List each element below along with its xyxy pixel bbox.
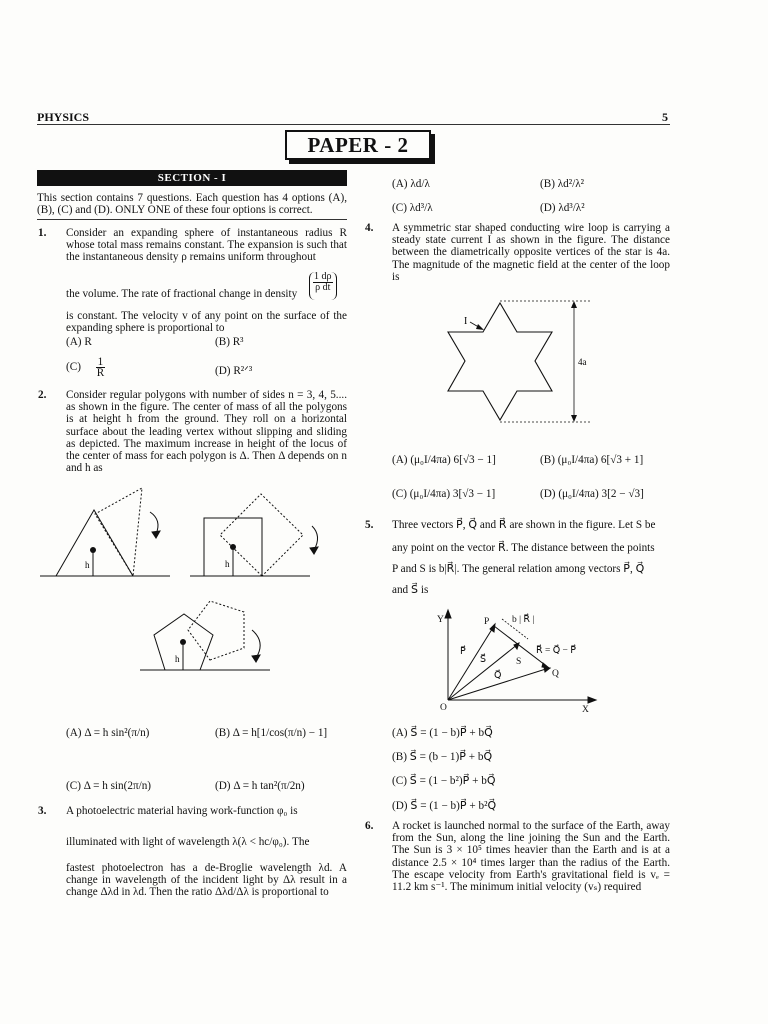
roll-arrowhead <box>152 531 160 538</box>
point-p-label: P <box>484 617 490 627</box>
triangle-rotated-dotted <box>95 488 142 576</box>
q1-option-c-label: (C) <box>66 361 81 374</box>
center-of-mass-dot <box>230 544 236 550</box>
q3-option-d[interactable]: (D) λd³/λ² <box>540 202 585 214</box>
q2-option-b[interactable]: (B) Δ = h[1/cos(π/n) − 1] <box>215 727 328 739</box>
q2-option-d[interactable]: (D) Δ = h tan²(π/2n) <box>215 780 305 792</box>
header-rule <box>37 124 670 125</box>
roll-arrowhead <box>252 655 260 662</box>
triangle-shape <box>56 510 133 576</box>
question-1-text-c: is constant. The velocity v of any point on the surface of the expanding sphere is proportional to <box>66 310 347 335</box>
question-2-number: 2. <box>38 389 47 401</box>
dimension-arrowhead <box>571 301 577 308</box>
center-of-mass-dot <box>180 639 186 645</box>
q5-option-c[interactable]: (C) S⃗ = (1 − b²)P⃗ + bQ⃗ <box>392 775 496 787</box>
q5-option-d[interactable]: (D) S⃗ = (1 − b)P⃗ + b²Q⃗ <box>392 800 497 812</box>
question-6-number: 6. <box>365 820 374 832</box>
question-6-text: A rocket is launched normal to the surface of the Earth, away from the Sun, along the line joining the Sun and the Earth. The Sun is 3 × 10⁵ times heavier than the Earth and is at a distance 2.5 × 10⁴ times larger than the radius of the Earth. The escape velocity from Earth's gravitational field is vₑ = 11.2 km s⁻¹. The minimum initial velocity (vₛ) required <box>392 820 670 894</box>
subject-header: PHYSICS <box>37 110 90 124</box>
q1-option-b[interactable]: (B) R³ <box>215 336 244 348</box>
vector-q-label: Q⃗ <box>494 671 502 681</box>
q1-option-c-num: 1 <box>97 356 104 368</box>
question-2-text: Consider regular polygons with number of sides n = 3, 4, 5.... as shown in the figure. The center of mass of all the polygons is at height h from the ground. They roll on a horizontal surface about the leading vertex without slipping and sliding as depicted. The maximum increase in height of the locus of the center of mass for each polygon is Δ. Then Δ depends on n and h as <box>66 389 347 475</box>
vector-figure <box>432 602 622 715</box>
point-s-label: S <box>516 657 522 667</box>
height-label: h <box>175 654 180 664</box>
r-equation-label: R⃗ = Q⃗ − P⃗ <box>536 646 577 656</box>
q4-option-b[interactable]: (B) (μ₀I/4πa) 6[√3 + 1] <box>540 454 644 466</box>
roll-arrowhead <box>310 547 318 554</box>
height-label: h <box>225 559 230 569</box>
current-label: I <box>464 316 468 327</box>
vector-s-label: S⃗ <box>480 655 487 665</box>
question-3-number: 3. <box>38 805 47 817</box>
question-3-text: fastest photoelectron has a de-Broglie wavelength λd. A change in wavelength of the incident light by Δλ result in a change Δλd in λd. Then the ratio Δλd/Δλ is proportional to <box>66 862 347 899</box>
roll-arrow <box>150 512 158 534</box>
q3-option-a[interactable]: (A) λd/λ <box>392 178 430 190</box>
star-loop-figure <box>440 296 620 426</box>
q2-option-c[interactable]: (C) Δ = h sin(2π/n) <box>66 780 152 792</box>
question-4-number: 4. <box>365 222 374 234</box>
center-of-mass-dot <box>90 547 96 553</box>
y-axis-label: Y <box>437 615 444 625</box>
vector-p <box>448 626 494 700</box>
question-1-text-b: the volume. The rate of fractional change in density <box>66 288 298 300</box>
q4-option-a[interactable]: (A) (μ₀I/4πa) 6[√3 − 1] <box>392 454 496 466</box>
q1-option-a[interactable]: (A) R <box>66 336 92 348</box>
density-fraction <box>309 272 337 300</box>
roll-arrow <box>312 526 318 550</box>
q3-option-c[interactable]: (C) λd³/λ <box>392 202 433 214</box>
q5-option-a[interactable]: (A) S⃗ = (1 − b)P⃗ + bQ⃗ <box>392 727 493 739</box>
roll-arrow <box>252 630 260 658</box>
section-rule <box>37 219 347 220</box>
question-3-line1: A photoelectric material having work-function φ₀ is <box>66 805 298 817</box>
vector-p-label: P⃗ <box>460 647 466 657</box>
dimension-label: 4a <box>578 357 587 367</box>
page-number: 5 <box>662 110 668 124</box>
x-axis-label: X <box>582 705 589 715</box>
q4-option-c[interactable]: (C) (μ₀I/4πa) 3[√3 − 1] <box>392 488 496 500</box>
q5-option-b[interactable]: (B) S⃗ = (b − 1)P⃗ + bQ⃗ <box>392 751 493 763</box>
q3-option-b[interactable]: (B) λd²/λ² <box>540 178 584 190</box>
dimension-arrowhead <box>571 415 577 422</box>
br-label: b | R⃗ | <box>512 615 535 625</box>
question-5-line2: any point on the vector R⃗. The distance between the points <box>392 542 655 554</box>
q1-option-d[interactable]: (D) R²ᐟ³ <box>215 365 253 377</box>
x-axis-arrowhead <box>588 697 596 703</box>
rolling-polygons-figure <box>30 480 360 700</box>
section-title: SECTION - I <box>37 170 347 186</box>
question-5-line1: Three vectors P⃗, Q⃗ and R⃗ are shown in the figure. Let S be <box>392 519 656 531</box>
point-q-label: Q <box>552 669 559 679</box>
question-5-line3: P and S is b|R⃗|. The general relation among vectors P⃗, Q⃗ <box>392 563 645 575</box>
height-label: h <box>85 560 90 570</box>
q1-option-c-den: R <box>96 367 105 379</box>
vector-s <box>448 644 518 700</box>
vector-r-head <box>542 663 549 668</box>
question-3-line2: illuminated with light of wavelength λ(λ < hc/φ₀). The <box>66 836 310 848</box>
question-1-text: Consider an expanding sphere of instantaneous radius R whose total mass remains constant. The expansion is such that the instantaneous density ρ remains uniform throughout <box>66 227 347 264</box>
fraction-numerator: 1 dρ <box>314 271 332 282</box>
question-4-text: A symmetric star shaped conducting wire loop is carrying a steady state current I as shown in the figure. The distance between the diametrically opposite vertices of the star is 4a. The magnitude of the magnetic field at the center of the loop is <box>392 222 670 283</box>
fraction-denominator: ρ dt <box>315 282 331 293</box>
paper-title: PAPER - 2 <box>285 130 431 160</box>
q2-option-a[interactable]: (A) Δ = h sin²(π/n) <box>66 727 150 739</box>
origin-label: O <box>440 703 447 713</box>
question-5-number: 5. <box>365 519 374 531</box>
pentagon-rotated-dotted <box>188 601 244 660</box>
current-arrowhead <box>476 324 484 330</box>
q4-option-d[interactable]: (D) (μ₀I/4πa) 3[2 − √3] <box>540 488 644 500</box>
y-axis-arrowhead <box>445 610 451 618</box>
question-5-line4: and S⃗ is <box>392 584 429 596</box>
question-1-number: 1. <box>38 227 47 239</box>
q1-option-c[interactable] <box>66 357 105 378</box>
section-instructions: This section contains 7 questions. Each question has 4 options (A), (B), (C) and (D). ONLY ONE of these four options is correct. <box>37 192 347 217</box>
